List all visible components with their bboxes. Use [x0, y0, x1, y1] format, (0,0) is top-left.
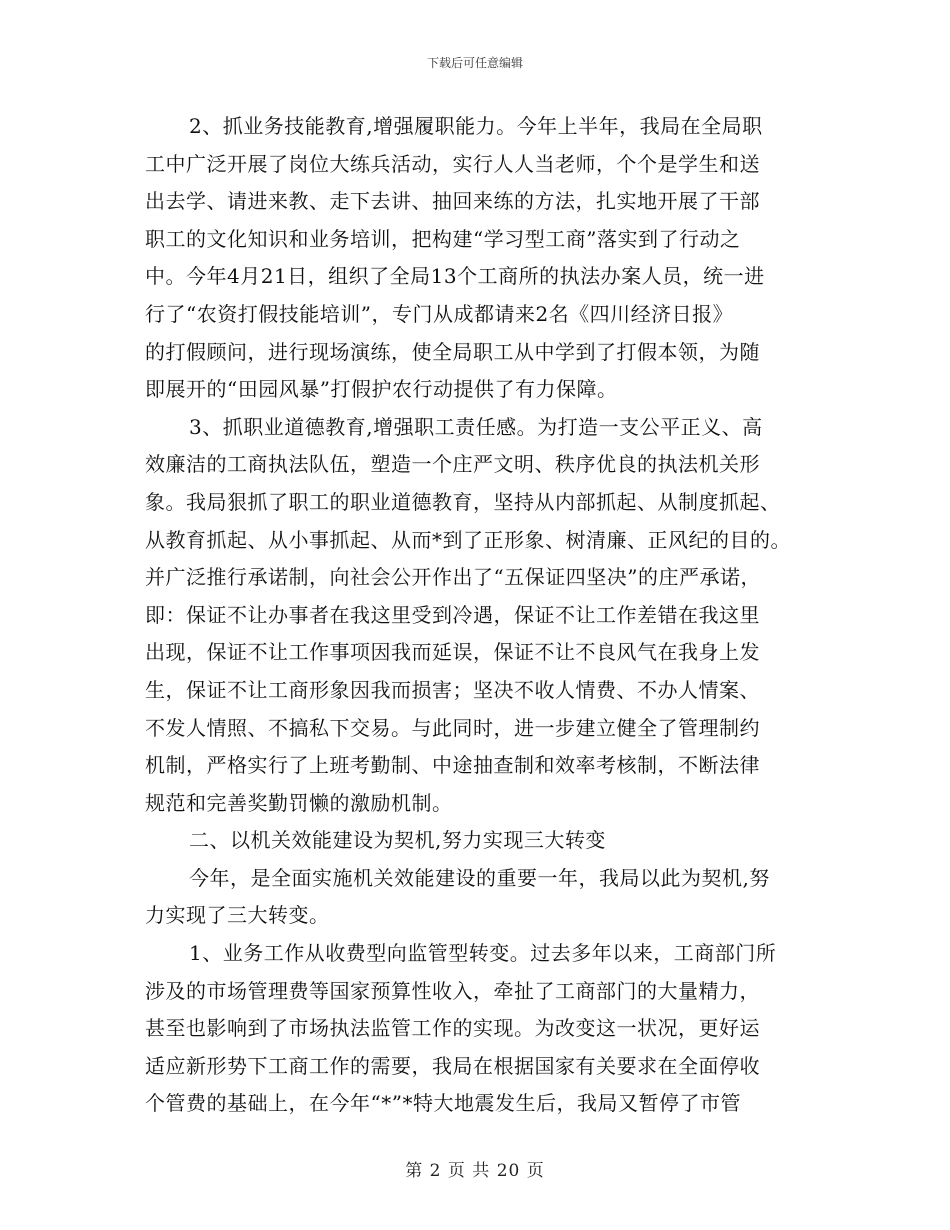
- text-line: 生，保证不让工商形象因我而损害；坚决不收人情费、不办人情案、: [145, 677, 760, 702]
- text-line: 即展开的“田园风暴”打假护农行动提供了有力保障。: [145, 377, 618, 402]
- text-line: 规范和完善奖勤罚懒的激励机制。: [145, 790, 453, 815]
- text-line: 即：保证不让办事者在我这里受到冷遇，保证不让工作差错在我这里: [145, 602, 760, 627]
- text-line: 涉及的市场管理费等国家预算性收入，牵扯了工商部门的大量精力，: [145, 978, 760, 1003]
- page-number-footer: 第 2 页 共 20 页: [405, 1161, 545, 1181]
- text-line: 中。今年4月21日，组织了全局13个工商所的执法办案人员，统一进: [145, 264, 765, 289]
- text-line: 二、以机关效能建设为契机,努力实现三大转变: [189, 828, 606, 853]
- text-line: 1、业务工作从收费型向监管型转变。过去多年以来，工商部门所: [189, 941, 777, 966]
- text-line: 个管费的基础上，在今年“*”*特大地震发生后，我局又暂停了市管: [145, 1091, 741, 1116]
- text-line: 职工的文化知识和业务培训，把构建“学习型工商”落实到了行动之: [145, 226, 741, 251]
- text-line: 2、抓业务技能教育,增强履职能力。今年上半年，我局在全局职: [189, 114, 763, 138]
- document-body: [145, 108, 825, 1123]
- text-line: 今年，是全面实施机关效能建设的重要一年，我局以此为契机,努: [189, 865, 770, 890]
- text-line: 甚至也影响到了市场执法监管工作的实现。为改变这一状况，更好运: [145, 1016, 760, 1041]
- text-line: 工中广泛开展了岗位大练兵活动，实行人人当老师，个个是学生和送: [145, 151, 760, 176]
- text-line: 出去学、请进来教、走下去讲、抽回来练的方法，扎实地开展了干部: [145, 189, 760, 214]
- text-line: 力实现了三大转变。: [145, 903, 330, 928]
- text-line: 不发人情照、不搞私下交易。与此同时，进一步建立健全了管理制约: [145, 715, 760, 740]
- text-line: 出现，保证不让工作事项因我而延误，保证不让不良风气在我身上发: [145, 640, 760, 665]
- text-line: 3、抓职业道德教育,增强职工责任感。为打造一支公平正义、高: [189, 414, 763, 439]
- text-line: 象。我局狠抓了职工的职业道德教育，坚持从内部抓起、从制度抓起、: [145, 489, 781, 514]
- text-line: 适应新形势下工商工作的需要，我局在根据国家有关要求在全面停收: [145, 1053, 760, 1078]
- text-line: 机制，严格实行了上班考勤制、中途抽查制和效率考核制，不断法律: [145, 753, 760, 778]
- text-line: 并广泛推行承诺制，向社会公开作出了“五保证四坚决”的庄严承诺，: [145, 565, 761, 590]
- page-header-note: 下载后可任意编辑: [426, 56, 523, 70]
- text-line: 效廉洁的工商执法队伍，塑造一个庄严文明、秩序优良的执法机关形: [145, 452, 760, 477]
- text-line: 从教育抓起、从小事抓起、从而*到了正形象、树清廉、正风纪的目的。: [145, 527, 791, 552]
- text-line: 的打假顾问，进行现场演练，使全局职工从中学到了打假本领，为随: [145, 339, 760, 364]
- text-line: 行了“农资打假技能培训”，专门从成都请来2名《四川经济日报》: [145, 301, 734, 326]
